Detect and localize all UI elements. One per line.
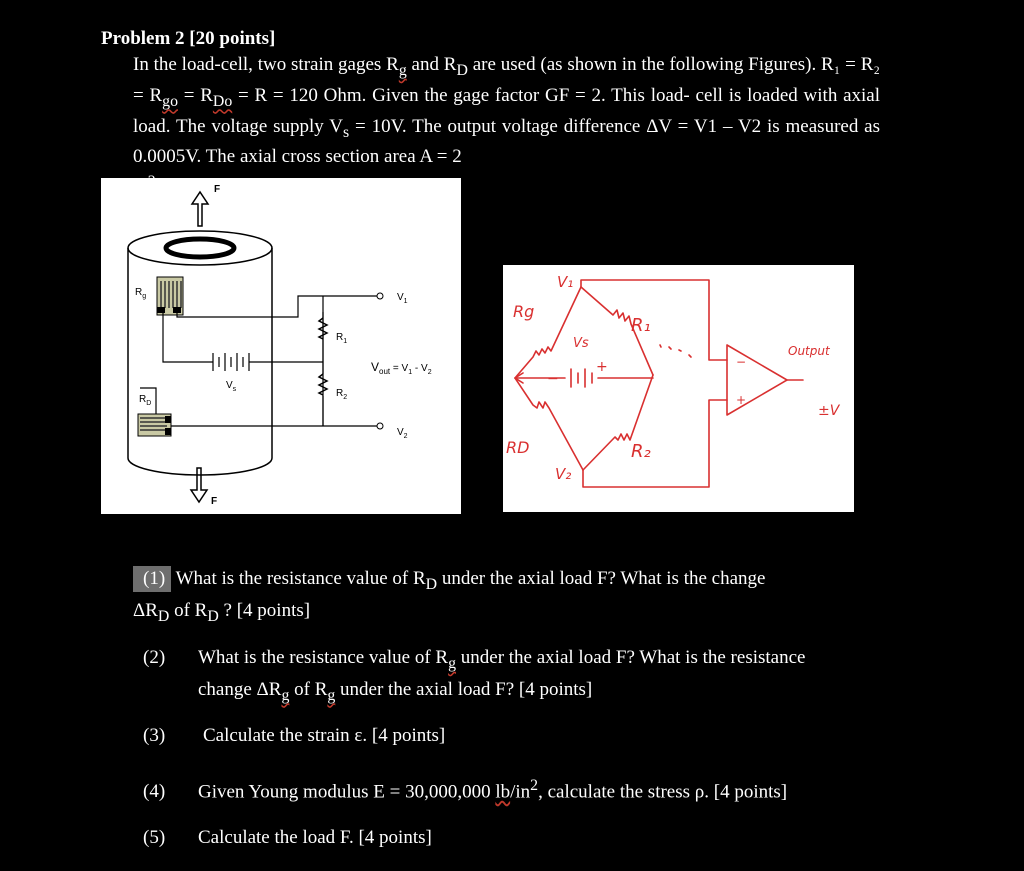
question-4: (4) Given Young modulus E = 30,000,000 $lb/in^2$, calculate the stress ρ. [4 points] — [143, 773, 787, 805]
bridge-circuit-figure — [503, 265, 854, 512]
fig2-v2-label: V₂ — [555, 465, 572, 483]
load-cell-figure — [101, 178, 461, 514]
r1-label: $R_1$ — [336, 332, 348, 345]
question-1: (1) What is the resistance value of $R_D$ under the axial load F? What is the change $\Delta R_D$ of $R_D$ ? [4 points] — [133, 568, 766, 625]
fig2-v1-label: V₁ — [557, 273, 574, 291]
v1-terminal — [377, 293, 383, 299]
question-2: (2) What is the resistance value of $R_g$ under the axial load F? What is the resistance change $\Delta R_g$ of $R_g$ under the axial load F? [4 points] — [143, 647, 806, 704]
strain-gage-rd — [138, 414, 171, 436]
fig2-vs-label: Vs — [573, 336, 589, 351]
force-arrow-down-icon — [191, 468, 207, 502]
vs-label: $V_s$ — [226, 380, 237, 393]
load-cell-diagram — [101, 178, 461, 514]
fig2-rg-label: Rg — [513, 302, 535, 321]
fig2-pm-v-label: ±V — [818, 403, 840, 419]
question-2-number: (2) — [143, 647, 166, 668]
rg-label: $R_g$ — [135, 287, 147, 300]
voltage-source-icon — [213, 353, 249, 371]
fig2-plus-label: + — [596, 359, 608, 375]
fig2-r1-label: R₁ — [631, 315, 651, 336]
force-label-top: F — [214, 184, 221, 195]
question-3: (3) Calculate the strain ε. [4 points] — [143, 723, 445, 749]
force-label-bottom: F — [211, 496, 218, 507]
problem-statement: In the load-cell, two strain gages $R_g$ and $R_D$ are used (as shown in the following Figures). $R_1 = R_2 = R_{go} = R_{Do} = R = 120$ Ohm. Given the gage factor GF = 2. This load- cell is loaded with axial load. The voltage supply $V_s = 10V$. The output voltage difference ΔV = V1 – V2 is measured as 0.0005V. The axial cross section area A = 2 — [133, 54, 881, 168]
v1-label: $V_1$ — [397, 292, 408, 305]
v2-label: $V_2$ — [397, 427, 408, 440]
fig2-minus-label: − — [547, 371, 559, 387]
strain-gage-rg — [157, 277, 183, 315]
fig2-r2-label: R₂ — [631, 441, 651, 462]
question-5: (5) Calculate the load F. [4 points] — [143, 825, 432, 851]
question-4-number: (4) — [143, 781, 166, 803]
fig2-rd-label: RD — [506, 438, 530, 457]
wheatstone-bridge-diagram — [503, 265, 854, 512]
problem-title: Problem 2 [20 points] — [101, 28, 276, 49]
question-3-number: (3) — [143, 725, 166, 746]
r2-label: $R_2$ — [336, 388, 348, 401]
question-1-number: (1) — [133, 566, 171, 592]
question-5-number: (5) — [143, 827, 166, 848]
fig2-output-label: Output — [788, 344, 830, 358]
opamp-plus-label: + — [736, 393, 747, 407]
v2-terminal — [377, 423, 383, 429]
force-arrow-up-icon — [192, 192, 208, 226]
cylinder — [128, 231, 272, 475]
rd-label: $R_D$ — [139, 394, 152, 407]
opamp-minus-label: − — [736, 355, 747, 369]
vout-equation: $V_{out}$ $^{= V}_1$ $^{- V}_2$ — [371, 360, 432, 376]
